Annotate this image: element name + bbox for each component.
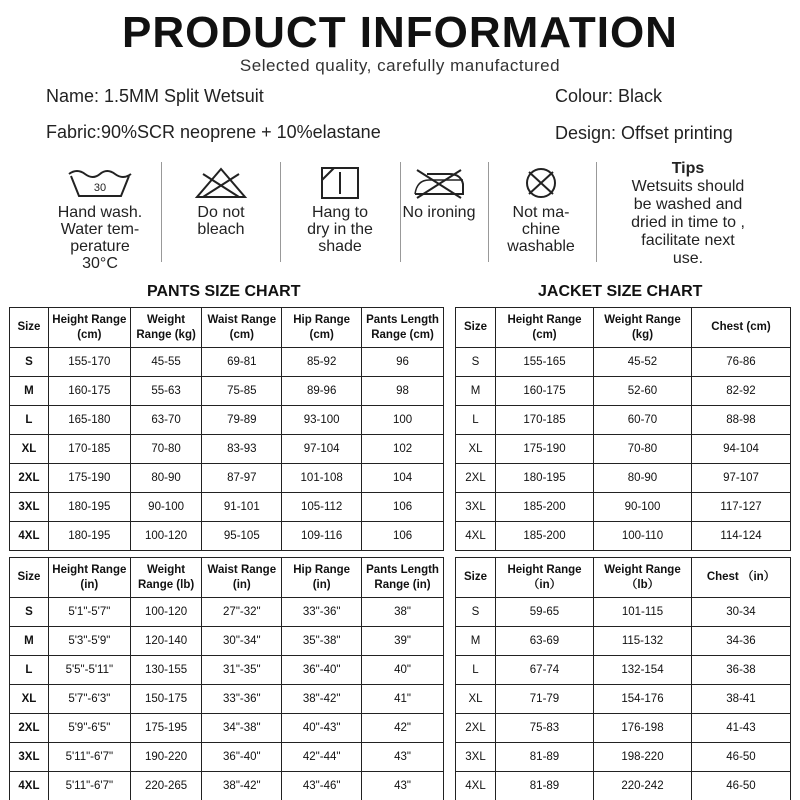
table-header-row xyxy=(10,308,444,348)
table-cell: 96 xyxy=(362,348,444,377)
table-row xyxy=(10,743,444,772)
care-no-ironing xyxy=(384,160,494,221)
table-cell: 220-265 xyxy=(130,772,202,800)
hand-wash-icon xyxy=(65,166,135,200)
jacket-size-table-cm xyxy=(455,307,791,551)
size-cell: L xyxy=(456,406,496,435)
table-cell: 154-176 xyxy=(594,685,692,714)
table-cell: 34"-38" xyxy=(202,714,282,743)
no-machine-wash-icon xyxy=(521,166,561,200)
size-cell: 2XL xyxy=(456,464,496,493)
table-cell: 102 xyxy=(362,435,444,464)
divider xyxy=(161,162,162,262)
table-cell: 90-100 xyxy=(130,493,202,522)
table-cell: 5'5"-5'11" xyxy=(48,656,130,685)
divider xyxy=(280,162,281,262)
table-row xyxy=(456,743,791,772)
hand-wash-temp: 30 xyxy=(93,182,107,194)
size-cell: XL xyxy=(456,685,496,714)
table-cell: 85-92 xyxy=(282,348,362,377)
table-cell: 5'3"-5'9" xyxy=(48,627,130,656)
table-cell: 41-43 xyxy=(692,714,791,743)
size-cell: 3XL xyxy=(10,743,49,772)
pants-size-table-in xyxy=(9,557,444,800)
pants-size-chart-title: PANTS SIZE CHART xyxy=(147,283,301,300)
table-cell: 80-90 xyxy=(594,464,692,493)
table-cell: 100-120 xyxy=(130,522,202,551)
table-cell: 93-100 xyxy=(282,406,362,435)
column-header: Size xyxy=(10,558,49,598)
table-cell: 43"-46" xyxy=(282,772,362,800)
table-row xyxy=(10,685,444,714)
size-cell: S xyxy=(10,348,49,377)
table-cell: 114-124 xyxy=(692,522,791,551)
size-cell: S xyxy=(456,598,496,627)
table-cell: 45-52 xyxy=(594,348,692,377)
table-cell: 5'11"-6'7" xyxy=(48,772,130,800)
table-cell: 5'11"-6'7" xyxy=(48,743,130,772)
table-cell: 80-90 xyxy=(130,464,202,493)
no-bleach-icon xyxy=(193,166,249,200)
table-row xyxy=(456,598,791,627)
table-cell: 39" xyxy=(362,627,444,656)
table-cell: 180-195 xyxy=(48,522,130,551)
table-cell: 70-80 xyxy=(130,435,202,464)
table-row xyxy=(456,772,791,800)
table-cell: 63-69 xyxy=(496,627,594,656)
table-row xyxy=(10,772,444,800)
table-cell: 38"-42" xyxy=(282,685,362,714)
size-cell: 2XL xyxy=(10,714,49,743)
size-cell: M xyxy=(10,627,49,656)
table-cell: 180-195 xyxy=(496,464,594,493)
jacket-size-chart-title: JACKET SIZE CHART xyxy=(538,283,703,300)
table-cell: 46-50 xyxy=(692,772,791,800)
product-fabric: Fabric:90%SCR neoprene + 10%elastane xyxy=(46,122,381,142)
column-header: Height Range （in） xyxy=(496,558,594,598)
care-label-hang-dry: Hang to dry in the shade xyxy=(307,204,373,255)
table-cell: 76-86 xyxy=(692,348,791,377)
table-cell: 79-89 xyxy=(202,406,282,435)
table-cell: 81-89 xyxy=(496,743,594,772)
table-cell: 176-198 xyxy=(594,714,692,743)
table-cell: 91-101 xyxy=(202,493,282,522)
column-header: Height Range (in) xyxy=(48,558,130,598)
product-colour: Colour: Black xyxy=(555,86,663,106)
table-cell: 175-190 xyxy=(48,464,130,493)
table-cell: 38-41 xyxy=(692,685,791,714)
table-row xyxy=(456,435,791,464)
table-cell: 38" xyxy=(362,598,444,627)
size-cell: L xyxy=(10,656,49,685)
table-cell: 30-34 xyxy=(692,598,791,627)
table-cell: 63-70 xyxy=(130,406,202,435)
table-cell: 59-65 xyxy=(496,598,594,627)
column-header: Hip Range (cm) xyxy=(282,308,362,348)
table-cell: 36"-40" xyxy=(282,656,362,685)
table-cell: 89-96 xyxy=(282,377,362,406)
table-row xyxy=(10,377,444,406)
table-cell: 33"-36" xyxy=(282,598,362,627)
care-no-bleach xyxy=(166,160,276,238)
table-cell: 40"-43" xyxy=(282,714,362,743)
table-row xyxy=(10,522,444,551)
table-header-row xyxy=(456,558,791,598)
table-cell: 31"-35" xyxy=(202,656,282,685)
table-cell: 90-100 xyxy=(594,493,692,522)
tips-title: Tips xyxy=(671,160,705,177)
table-cell: 30"-34" xyxy=(202,627,282,656)
size-cell: XL xyxy=(456,435,496,464)
table-cell: 150-175 xyxy=(130,685,202,714)
table-cell: 160-175 xyxy=(48,377,130,406)
table-cell: 175-190 xyxy=(496,435,594,464)
table-cell: 83-93 xyxy=(202,435,282,464)
table-cell: 100 xyxy=(362,406,444,435)
table-row xyxy=(456,714,791,743)
table-row xyxy=(456,406,791,435)
table-cell: 82-92 xyxy=(692,377,791,406)
table-cell: 70-80 xyxy=(594,435,692,464)
care-label-no-machine: Not ma- chine washable xyxy=(507,204,575,255)
care-no-machine-wash xyxy=(488,160,594,255)
table-cell: 132-154 xyxy=(594,656,692,685)
size-cell: 4XL xyxy=(10,772,49,800)
table-header-row xyxy=(456,308,791,348)
table-cell: 5'7"-6'3" xyxy=(48,685,130,714)
table-cell: 185-200 xyxy=(496,522,594,551)
column-header: Pants Length Range (cm) xyxy=(362,308,444,348)
table-cell: 94-104 xyxy=(692,435,791,464)
table-row xyxy=(456,627,791,656)
size-cell: 2XL xyxy=(10,464,49,493)
table-cell: 71-79 xyxy=(496,685,594,714)
table-cell: 27"-32" xyxy=(202,598,282,627)
table-cell: 100-120 xyxy=(130,598,202,627)
table-cell: 46-50 xyxy=(692,743,791,772)
table-row xyxy=(10,406,444,435)
table-row xyxy=(10,348,444,377)
table-cell: 130-155 xyxy=(130,656,202,685)
table-cell: 170-185 xyxy=(48,435,130,464)
column-header: Height Range (cm) xyxy=(48,308,130,348)
table-cell: 36"-40" xyxy=(202,743,282,772)
size-cell: 3XL xyxy=(10,493,49,522)
size-cell: M xyxy=(456,627,496,656)
care-hang-dry xyxy=(284,160,396,255)
table-cell: 101-108 xyxy=(282,464,362,493)
size-cell: L xyxy=(456,656,496,685)
table-row xyxy=(10,714,444,743)
care-label-hand-wash: Hand wash. Water tem- perature 30°C xyxy=(57,204,143,272)
table-cell: 75-83 xyxy=(496,714,594,743)
table-cell: 55-63 xyxy=(130,377,202,406)
table-cell: 69-81 xyxy=(202,348,282,377)
table-cell: 165-180 xyxy=(48,406,130,435)
size-cell: L xyxy=(10,406,49,435)
table-cell: 34-36 xyxy=(692,627,791,656)
table-cell: 198-220 xyxy=(594,743,692,772)
table-cell: 98 xyxy=(362,377,444,406)
column-header: Weight Range (lb) xyxy=(130,558,202,598)
table-cell: 104 xyxy=(362,464,444,493)
table-cell: 81-89 xyxy=(496,772,594,800)
table-cell: 5'1"-5'7" xyxy=(48,598,130,627)
table-cell: 35"-38" xyxy=(282,627,362,656)
hang-dry-shade-icon xyxy=(318,166,362,200)
size-cell: 4XL xyxy=(10,522,49,551)
table-cell: 109-116 xyxy=(282,522,362,551)
table-cell: 5'9"-6'5" xyxy=(48,714,130,743)
table-row xyxy=(456,522,791,551)
size-cell: XL xyxy=(10,435,49,464)
size-cell: 4XL xyxy=(456,522,496,551)
care-label-no-bleach: Do not bleach xyxy=(197,204,245,238)
size-cell: 4XL xyxy=(456,772,496,800)
size-cell: 3XL xyxy=(456,743,496,772)
table-cell: 60-70 xyxy=(594,406,692,435)
table-cell: 160-175 xyxy=(496,377,594,406)
table-cell: 40" xyxy=(362,656,444,685)
table-cell: 33"-36" xyxy=(202,685,282,714)
table-cell: 43" xyxy=(362,772,444,800)
size-cell: 2XL xyxy=(456,714,496,743)
care-hand-wash xyxy=(44,160,156,272)
table-row xyxy=(456,377,791,406)
table-cell: 97-107 xyxy=(692,464,791,493)
product-name: Name: 1.5MM Split Wetsuit xyxy=(46,86,264,106)
table-cell: 190-220 xyxy=(130,743,202,772)
column-header: Size xyxy=(456,558,496,598)
table-cell: 170-185 xyxy=(496,406,594,435)
divider xyxy=(596,162,597,262)
table-cell: 52-60 xyxy=(594,377,692,406)
table-row xyxy=(10,435,444,464)
column-header: Weight Range (kg) xyxy=(594,308,692,348)
size-cell: 3XL xyxy=(456,493,496,522)
size-cell: M xyxy=(10,377,49,406)
table-row xyxy=(456,685,791,714)
page-subtitle: Selected quality, carefully manufactured xyxy=(239,56,561,75)
column-header: Pants Length Range (in) xyxy=(362,558,444,598)
table-cell: 38"-42" xyxy=(202,772,282,800)
table-cell: 101-115 xyxy=(594,598,692,627)
table-row xyxy=(456,656,791,685)
table-row xyxy=(456,493,791,522)
column-header: Hip Range (in) xyxy=(282,558,362,598)
page-title: PRODUCT INFORMATION xyxy=(122,8,678,57)
column-header: Size xyxy=(10,308,49,348)
size-cell: S xyxy=(456,348,496,377)
table-cell: 67-74 xyxy=(496,656,594,685)
table-cell: 175-195 xyxy=(130,714,202,743)
column-header: Weight Range (kg) xyxy=(130,308,202,348)
column-header: Size xyxy=(456,308,496,348)
jacket-size-table-in xyxy=(455,557,791,800)
table-cell: 36-38 xyxy=(692,656,791,685)
table-cell: 105-112 xyxy=(282,493,362,522)
table-cell: 87-97 xyxy=(202,464,282,493)
tips-text: Wetsuits should be washed and dried in time to , facilitate next use. xyxy=(631,178,745,267)
care-label-no-ironing: No ironing xyxy=(402,204,476,221)
table-cell: 97-104 xyxy=(282,435,362,464)
table-cell: 180-195 xyxy=(48,493,130,522)
table-cell: 88-98 xyxy=(692,406,791,435)
column-header: Height Range (cm) xyxy=(496,308,594,348)
table-row xyxy=(456,464,791,493)
column-header: Waist Range (cm) xyxy=(202,308,282,348)
table-cell: 42"-44" xyxy=(282,743,362,772)
table-header-row xyxy=(10,558,444,598)
column-header: Chest (cm) xyxy=(692,308,791,348)
table-row xyxy=(10,627,444,656)
size-cell: XL xyxy=(10,685,49,714)
table-cell: 45-55 xyxy=(130,348,202,377)
pants-size-table-cm xyxy=(9,307,444,551)
table-cell: 42" xyxy=(362,714,444,743)
table-cell: 41" xyxy=(362,685,444,714)
tips-box xyxy=(608,160,768,268)
table-row xyxy=(10,656,444,685)
table-cell: 106 xyxy=(362,493,444,522)
table-cell: 155-165 xyxy=(496,348,594,377)
table-cell: 220-242 xyxy=(594,772,692,800)
table-cell: 115-132 xyxy=(594,627,692,656)
table-cell: 100-110 xyxy=(594,522,692,551)
table-cell: 185-200 xyxy=(496,493,594,522)
column-header: Weight Range （lb） xyxy=(594,558,692,598)
table-cell: 95-105 xyxy=(202,522,282,551)
table-row xyxy=(456,348,791,377)
table-cell: 120-140 xyxy=(130,627,202,656)
product-design: Design: Offset printing xyxy=(555,123,733,143)
table-cell: 106 xyxy=(362,522,444,551)
no-ironing-icon xyxy=(409,166,469,200)
table-row xyxy=(10,493,444,522)
table-row xyxy=(10,598,444,627)
column-header: Chest （in） xyxy=(692,558,791,598)
table-cell: 75-85 xyxy=(202,377,282,406)
column-header: Waist Range (in) xyxy=(202,558,282,598)
size-cell: S xyxy=(10,598,49,627)
table-cell: 43" xyxy=(362,743,444,772)
table-cell: 117-127 xyxy=(692,493,791,522)
size-cell: M xyxy=(456,377,496,406)
table-cell: 155-170 xyxy=(48,348,130,377)
table-row xyxy=(10,464,444,493)
